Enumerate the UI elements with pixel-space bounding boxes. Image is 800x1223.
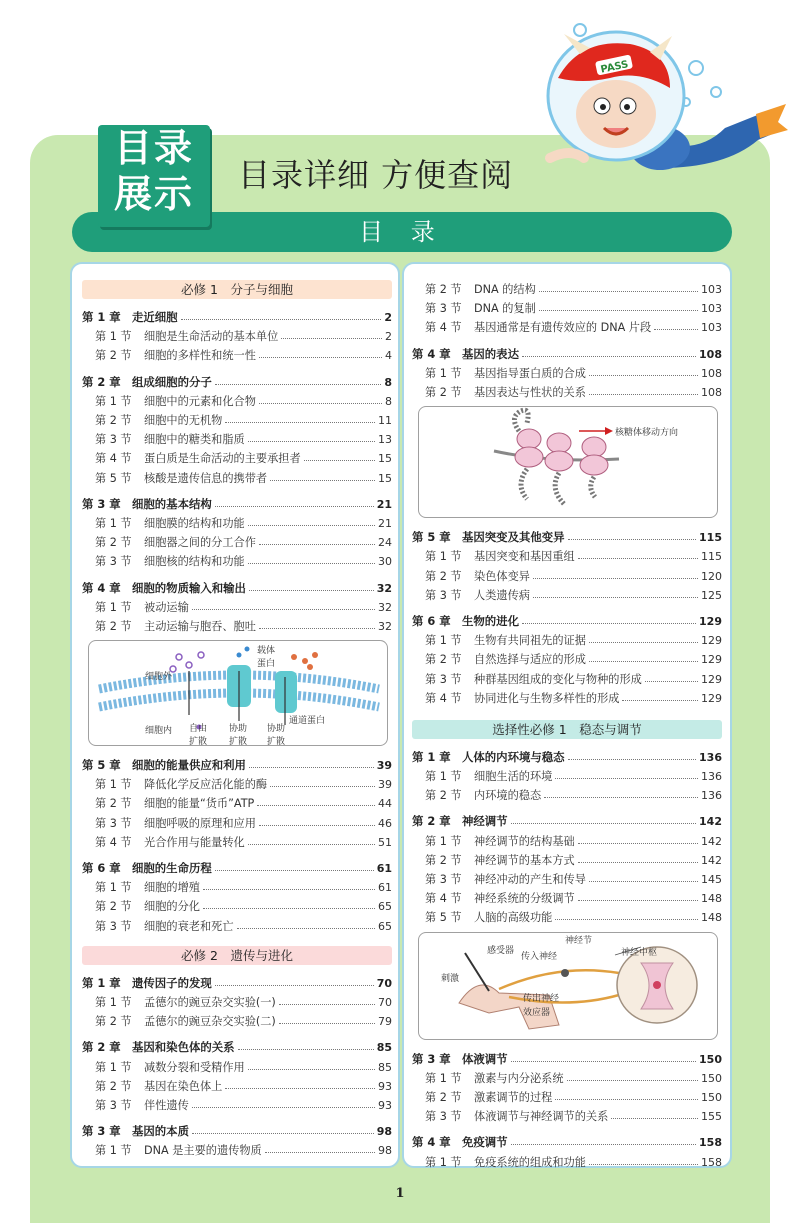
toc-chapter[interactable]: 第 2 章 神经调节 142 bbox=[412, 814, 722, 829]
toc-section[interactable]: 第 4 节 协同进化与生物多样性的形成 129 bbox=[425, 691, 722, 705]
label-assist-1: 协助 扩散 bbox=[229, 724, 248, 747]
label-nerve-center: 神经中枢 bbox=[621, 947, 658, 958]
toc-section[interactable]: 第 2 节 激素调节的过程 150 bbox=[425, 1090, 722, 1104]
label-efferent-nerve: 传出神经 bbox=[523, 993, 560, 1004]
book-header: 必修 2 遗传与进化 bbox=[82, 946, 392, 965]
badge-line-2: 展示 bbox=[113, 172, 194, 216]
toc-section[interactable]: 第 2 节 神经调节的基本方式 142 bbox=[425, 853, 722, 867]
toc-section[interactable]: 第 1 节 孟德尔的豌豆杂交实验(一) 70 bbox=[95, 995, 392, 1009]
toc-section[interactable]: 第 5 节 人脑的高级功能 148 bbox=[425, 911, 722, 925]
toc-section[interactable]: 第 1 节 细胞膜的结构和功能 21 bbox=[95, 516, 392, 530]
toc-section[interactable]: 第 1 节 细胞中的元素和化合物 8 bbox=[95, 394, 392, 408]
toc-chapter[interactable]: 第 4 章 免疫调节 158 bbox=[412, 1135, 722, 1150]
toc-section[interactable]: 第 1 节 基因突变和基因重组 115 bbox=[425, 550, 722, 564]
toc-section[interactable]: 第 3 节 种群基因组成的变化与物种的形成 129 bbox=[425, 672, 722, 686]
toc-section[interactable]: 第 1 节 细胞生活的环境 136 bbox=[425, 770, 722, 784]
toc-chapter[interactable]: 第 2 章 组成细胞的分子 8 bbox=[82, 374, 392, 389]
label-ribosome-direction: 核糖体移动方向 bbox=[615, 428, 679, 439]
toc-chapter[interactable]: 第 3 章 基因的本质 98 bbox=[82, 1124, 392, 1139]
toc-section[interactable]: 第 3 节 细胞的衰老和死亡 65 bbox=[95, 919, 392, 933]
toc-section[interactable]: 第 3 节 伴性遗传 93 bbox=[95, 1098, 392, 1112]
toc-chapter[interactable]: 第 6 章 生物的进化 129 bbox=[412, 613, 722, 628]
toc-section[interactable]: 第 1 节 免疫系统的组成和功能 158 bbox=[425, 1155, 722, 1169]
toc-chapter[interactable]: 第 1 章 走近细胞 2 bbox=[82, 310, 392, 325]
label-receptor: 感受器 bbox=[487, 945, 515, 956]
toc-chapter[interactable]: 第 4 章 细胞的物质输入和输出 32 bbox=[82, 580, 392, 595]
toc-section[interactable]: 第 3 节 DNA 的复制 103 bbox=[425, 302, 722, 316]
toc-chapter[interactable]: 第 5 章 细胞的能量供应和利用 39 bbox=[82, 758, 392, 773]
toc-chapter[interactable]: 第 4 章 基因的表达 108 bbox=[412, 346, 722, 361]
toc-right-column bbox=[412, 280, 722, 1172]
toc-section[interactable]: 第 3 节 体液调节与神经调节的关系 155 bbox=[425, 1110, 722, 1124]
label-assist-2: 协助 扩散 bbox=[267, 724, 286, 747]
slogan: 目录详细 方便查阅 bbox=[238, 156, 514, 194]
label-ganglion: 神经节 bbox=[565, 935, 593, 946]
toc-section[interactable]: 第 2 节 自然选择与适应的形成 129 bbox=[425, 653, 722, 667]
toc-section[interactable]: 第 2 节 细胞的多样性和统一性 4 bbox=[95, 349, 392, 363]
toc-section[interactable]: 第 4 节 光合作用与能量转化 51 bbox=[95, 835, 392, 849]
label-channel: 通道蛋白 bbox=[289, 716, 326, 726]
book-header: 必修 1 分子与细胞 bbox=[82, 280, 392, 299]
mascot-cap-text: PASS bbox=[599, 59, 630, 76]
toc-section[interactable]: 第 2 节 DNA 的结构 103 bbox=[425, 283, 722, 297]
label-carrier: 载体 蛋白 bbox=[257, 646, 276, 669]
toc-chapter[interactable]: 第 2 章 基因和染色体的关系 85 bbox=[82, 1040, 392, 1055]
toc-section[interactable]: 第 4 节 基因通常是有遗传效应的 DNA 片段 103 bbox=[425, 321, 722, 335]
toc-section[interactable]: 第 3 节 细胞呼吸的原理和应用 46 bbox=[95, 816, 392, 830]
toc-section[interactable]: 第 1 节 生物有共同祖先的证据 129 bbox=[425, 634, 722, 648]
reflex-arc-figure bbox=[418, 932, 718, 1040]
toc-section[interactable]: 第 2 节 染色体变异 120 bbox=[425, 569, 722, 583]
toc-section[interactable]: 第 1 节 被动运输 32 bbox=[95, 600, 392, 614]
toc-chapter[interactable]: 第 6 章 细胞的生命历程 61 bbox=[82, 861, 392, 876]
label-afferent-nerve: 传入神经 bbox=[521, 951, 558, 962]
toc-section[interactable]: 第 3 节 细胞核的结构和功能 30 bbox=[95, 555, 392, 569]
toc-section[interactable]: 第 1 节 降低化学反应活化能的酶 39 bbox=[95, 778, 392, 792]
toc-chapter[interactable]: 第 3 章 细胞的基本结构 21 bbox=[82, 496, 392, 511]
toc-section[interactable]: 第 2 节 基因表达与性状的关系 108 bbox=[425, 386, 722, 400]
toc-section[interactable]: 第 2 节 主动运输与胞吞、胞吐 32 bbox=[95, 619, 392, 633]
toc-section[interactable]: 第 1 节 神经调节的结构基础 142 bbox=[425, 834, 722, 848]
toc-section[interactable]: 第 4 节 蛋白质是生命活动的主要承担者 15 bbox=[95, 452, 392, 466]
toc-banner: 目 录 bbox=[72, 212, 732, 252]
title-badge bbox=[98, 125, 210, 227]
toc-section[interactable]: 第 1 节 细胞的增殖 61 bbox=[95, 881, 392, 895]
toc-section[interactable]: 第 3 节 细胞中的糖类和脂质 13 bbox=[95, 433, 392, 447]
label-stimulus: 刺激 bbox=[441, 973, 460, 984]
toc-chapter[interactable]: 第 3 章 体液调节 150 bbox=[412, 1051, 722, 1066]
toc-chapter[interactable]: 第 1 章 遗传因子的发现 70 bbox=[82, 975, 392, 990]
mascot-illustration bbox=[520, 18, 790, 198]
label-effector: 效应器 bbox=[523, 1007, 551, 1018]
badge-line-1: 目录 bbox=[113, 126, 194, 170]
book-header: 选择性必修 1 稳态与调节 bbox=[412, 720, 722, 739]
toc-section[interactable]: 第 1 节 DNA 是主要的遗传物质 98 bbox=[95, 1144, 392, 1158]
toc-section[interactable]: 第 2 节 细胞的分化 65 bbox=[95, 900, 392, 914]
page-number: 1 bbox=[395, 1186, 405, 1201]
toc-chapter[interactable]: 第 1 章 人体的内环境与稳态 136 bbox=[412, 749, 722, 764]
toc-section[interactable]: 第 2 节 细胞中的无机物 11 bbox=[95, 414, 392, 428]
toc-section[interactable]: 第 2 节 孟德尔的豌豆杂交实验(二) 79 bbox=[95, 1015, 392, 1029]
toc-left-column bbox=[82, 280, 392, 1160]
toc-section[interactable]: 第 1 节 细胞是生命活动的基本单位 2 bbox=[95, 330, 392, 344]
toc-section[interactable]: 第 4 节 神经系统的分级调节 148 bbox=[425, 892, 722, 906]
toc-section[interactable]: 第 1 节 基因指导蛋白质的合成 108 bbox=[425, 366, 722, 380]
label-outside: 细胞外 bbox=[145, 672, 173, 682]
label-free-diffusion: 自由 扩散 bbox=[189, 724, 208, 747]
toc-section[interactable]: 第 2 节 细胞的能量“货币”ATP 44 bbox=[95, 797, 392, 811]
label-inside: 细胞内 bbox=[145, 726, 173, 736]
toc-section[interactable]: 第 2 节 内环境的稳态 136 bbox=[425, 789, 722, 803]
toc-section[interactable]: 第 2 节 基因在染色体上 93 bbox=[95, 1079, 392, 1093]
translation-figure bbox=[418, 406, 718, 518]
toc-chapter[interactable]: 第 5 章 基因突变及其他变异 115 bbox=[412, 530, 722, 545]
toc-section[interactable]: 第 3 节 神经冲动的产生和传导 145 bbox=[425, 873, 722, 887]
toc-section[interactable]: 第 3 节 人类遗传病 125 bbox=[425, 588, 722, 602]
membrane-transport-figure bbox=[88, 640, 388, 746]
toc-section[interactable]: 第 2 节 细胞器之间的分工合作 24 bbox=[95, 536, 392, 550]
toc-section[interactable]: 第 1 节 激素与内分泌系统 150 bbox=[425, 1071, 722, 1085]
toc-section[interactable]: 第 5 节 核酸是遗传信息的携带者 15 bbox=[95, 471, 392, 485]
toc-section[interactable]: 第 1 节 减数分裂和受精作用 85 bbox=[95, 1060, 392, 1074]
